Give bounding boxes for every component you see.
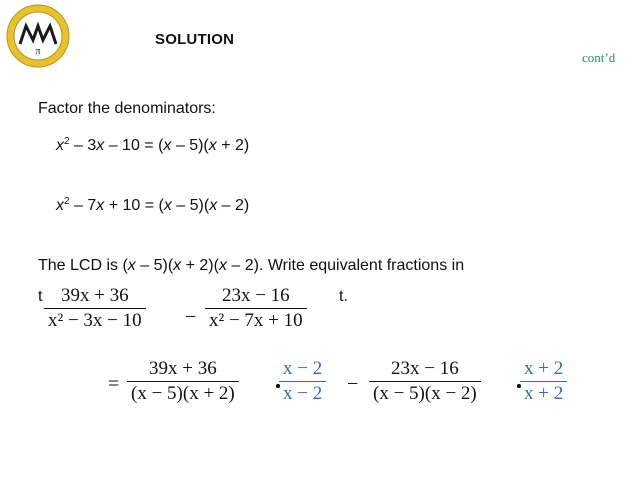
rewritten-fraction-2 — [369, 358, 481, 405]
numerator: 39x + 36 — [149, 358, 217, 379]
fraction-bar — [44, 308, 146, 309]
original-fraction-1 — [44, 285, 146, 332]
minus-sign: − — [185, 306, 197, 328]
numerator: 39x + 36 — [60, 285, 129, 306]
slide-title: SOLUTION — [155, 31, 235, 48]
continued-label: cont’d — [582, 50, 616, 65]
factor-equation-1: $x^2 - 3x - 10 = (x - 5)(x + 2)$ — [56, 136, 250, 154]
blue-multiplier-fraction-2 — [520, 358, 567, 405]
fraction-bar — [127, 381, 239, 382]
lcd-statement: The LCD is (x – 5)(x + 2)(x – 2). Write equivalent fractions in — [38, 257, 465, 274]
denominator: x − 2 — [283, 383, 323, 404]
denominator: (x − 5)(x + 2) — [131, 383, 235, 404]
fraction-bar — [520, 381, 567, 382]
original-fraction-2 — [205, 285, 307, 332]
blue-multiplier-fraction-1 — [279, 358, 326, 405]
numerator: x − 2 — [283, 358, 323, 379]
fraction-bar — [279, 381, 326, 382]
numerator: 23x − 16 — [391, 358, 459, 379]
line2-start: t — [38, 288, 43, 305]
fraction-bar — [205, 308, 307, 309]
numerator: x + 2 — [524, 358, 564, 379]
fraction-bar — [369, 381, 481, 382]
denominator: x + 2 — [524, 383, 564, 404]
minus-sign: − — [347, 373, 359, 395]
equals-sign: = — [108, 373, 120, 395]
line2-end: t. — [339, 288, 348, 305]
intro-text: Factor the denominators: — [38, 100, 216, 117]
denominator: (x − 5)(x − 2) — [373, 383, 477, 404]
factor-equation-2: $x^2 - 7x + 10 = (x - 5)(x - 2)$ — [56, 196, 250, 214]
denominator: x² − 3x − 10 — [48, 310, 142, 331]
svg-text:π: π — [35, 46, 41, 57]
university-seal-logo — [6, 4, 70, 68]
numerator: 23x − 16 — [221, 285, 290, 306]
denominator: x² − 7x + 10 — [209, 310, 303, 331]
rewritten-fraction-1 — [127, 358, 239, 405]
